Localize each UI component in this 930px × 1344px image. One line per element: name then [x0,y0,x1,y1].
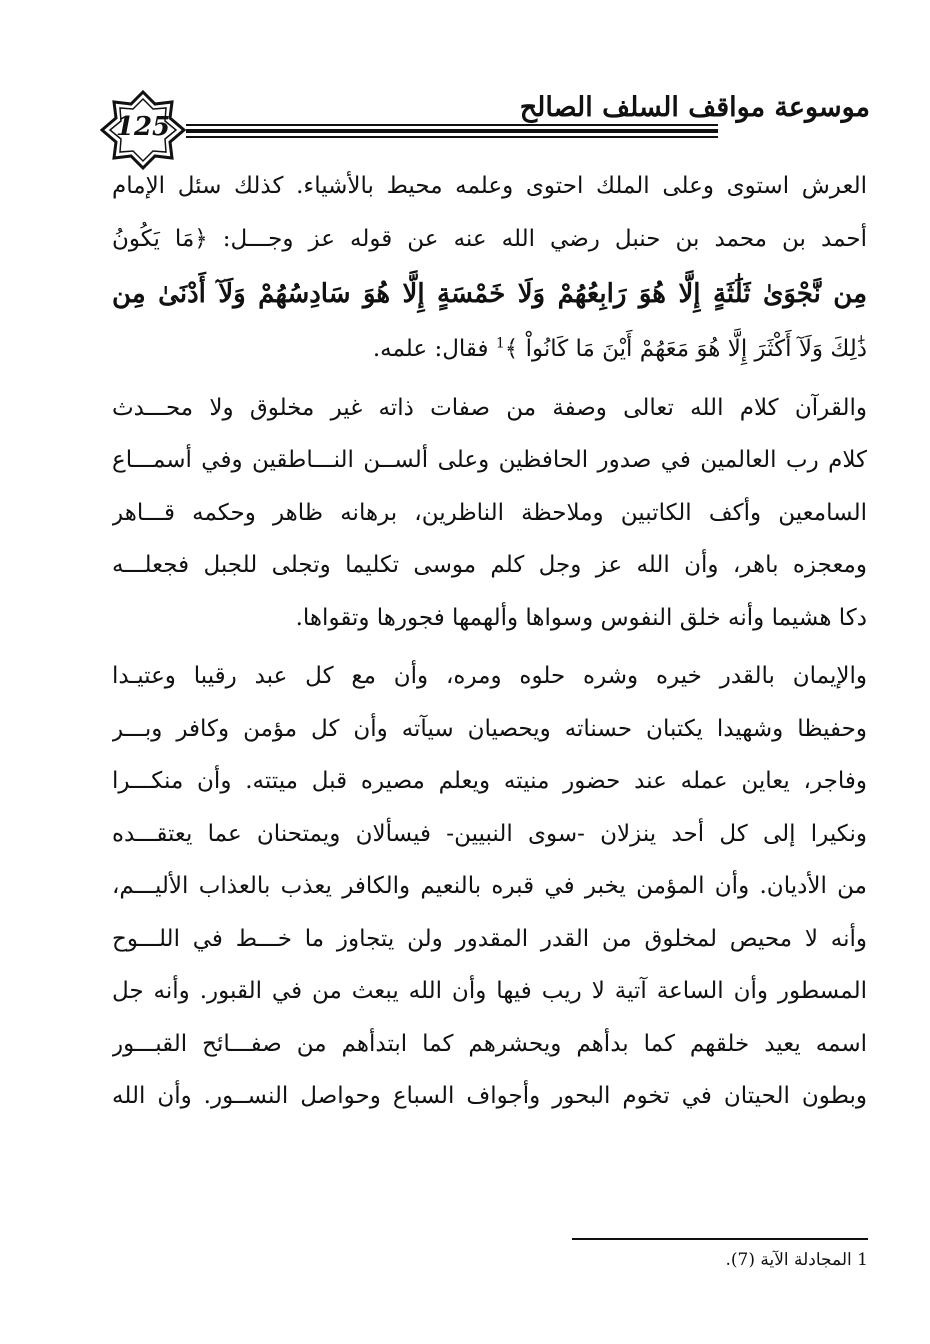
header-rule [186,124,718,138]
text-line [112,965,867,1018]
line-text: مِن نَّجْوَىٰ ثَلَٰثَةٍ إِلَّا هُوَ رَابِعُهُمْ وَلَا خَمْسَةٍ إِلَّا هُوَ سَادِسُهُمْ وَلَآ أَدْنَىٰ مِن [112,279,867,309]
text-line [112,323,867,376]
line-text: أحمد بن محمد بن حنبل رضي الله عنه عن قوله عز وجـــل: ﴿مَا يَكُونُ [112,225,867,252]
line-text: العرش استوى وعلى الملك احتوى وعلمه محيط بالأشياء. كذلك سئل الإمام [112,173,867,199]
line-text: وحفيظا وشهيدا يكتبان حسناته ويحصيان سيآته وأن كل مؤمن وكافر وبـــر [112,715,867,742]
text-line [112,160,867,213]
line-text: المسطور وأن الساعة آتية لا ريب فيها وأن الله يبعث من في القبور. وأنه جل [112,978,867,1004]
line-tail-text: فقال: علمه. [372,336,496,362]
book-title: موسوعة مواقف السلف الصالح [519,92,870,123]
text-line [112,755,867,808]
text-line [112,860,867,913]
text-line [112,213,867,266]
line-text: كلام رب العالمين في صدور الحافظين وعلى ألســن النـــاطقين وفي أسمـــاع [112,447,867,473]
line-text: دكا هشيما وأنه خلق النفوس وسواها وألهمها فجورها وتقواها. [295,604,867,631]
text-line [112,265,867,323]
page-header [100,90,870,170]
line-text: والإيمان بالقدر خيره وشره حلوه ومره، وأن مع كل عبد رقيبا وعتيـدا [112,663,867,689]
line-text: ونكيرا إلى كل أحد ينزلان -سوى النبيين- فيسألان ويمتحنان عما يعتقـــده [112,820,867,847]
text-line [112,487,867,540]
line-text: وفاجر، يعاين عمله عند حضور منيته ويعلم مصيره قبل ميتته. وأن منكـــرا [112,768,867,794]
line-text: اسمه يعيد خلقهم كما بدأهم ويحشرهم كما ابتدأهم من صفـــائح القبـــور [112,1030,867,1057]
footnote-divider [572,1238,868,1240]
footnote: 1 المجادلة الآية (7). [725,1250,868,1270]
text-line [112,1018,867,1071]
line-text: وأنه لا محيص لمخلوق من القدر المقدور ولن يتجاوز ما خـــط في اللـــوح [112,925,867,952]
text-line [112,703,867,756]
line-text: وبطون الحيتان في تخوم البحور وأجواف السباع وحواصل النســور. وأن الله [112,1083,867,1109]
footnote-marker: 1 [495,335,505,352]
line-text: ومعجزه باهر، وأن الله عز وجل كلم موسى تكليما وتجلى للجبل فجعلـــه [112,552,867,578]
text-line [112,1070,867,1123]
body-text [112,160,867,1123]
page-number-badge [100,90,186,170]
text-line [112,592,867,645]
text-line [112,650,867,703]
line-text: من الأديان. وأن المؤمن يخبر في قبره بالنعيم والكافر يعذب بالعذاب الأليـــم، [112,873,867,899]
line-text: ذَٰلِكَ وَلَآ أَكْثَرَ إِلَّا هُوَ مَعَهُمْ أَيْنَ مَا كَانُواْ ﴾ [504,336,867,362]
text-line [112,913,867,966]
text-line [112,539,867,592]
text-line [112,434,867,487]
text-line [112,808,867,861]
line-text: السامعين وأكف الكاتبين وملاحظة الناظرين، برهانه ظاهر وحكمه قـــاهر [112,499,867,526]
page-number: 125 [115,112,171,142]
line-text: والقرآن كلام الله تعالى وصفة من صفات ذاته غير مخلوق ولا محـــدث [112,394,867,421]
text-line [112,382,867,435]
